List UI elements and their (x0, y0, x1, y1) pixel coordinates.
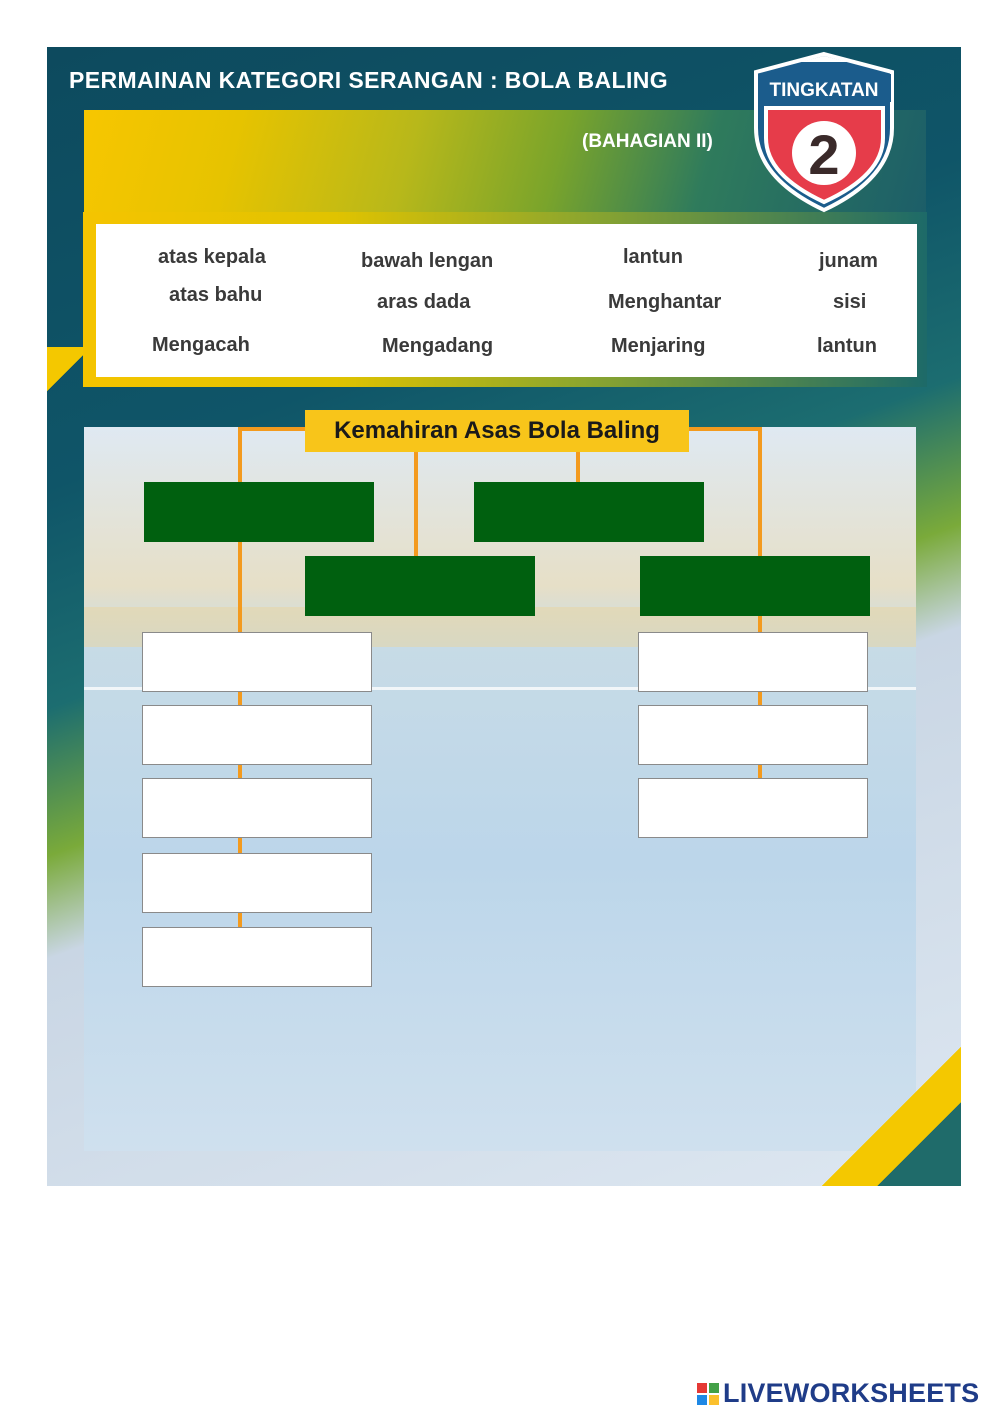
tingkatan-badge (752, 50, 897, 215)
answer-box[interactable] (142, 853, 372, 913)
word-item: lantun (817, 335, 877, 357)
liveworksheets-brand: LIVEWORKSHEETS (723, 1378, 980, 1408)
liveworksheets-icon (697, 1383, 719, 1405)
category-heading-box (474, 482, 704, 542)
answer-box[interactable] (638, 705, 868, 765)
word-item: atas bahu (169, 284, 263, 306)
category-heading-box (144, 482, 374, 542)
worksheet-title: PERMAINAN KATEGORI SERANGAN : BOLA BALING (69, 67, 669, 93)
answer-box[interactable] (638, 778, 868, 838)
liveworksheets-logo (697, 1378, 979, 1409)
word-item: junam (819, 250, 878, 272)
answer-box[interactable] (142, 778, 372, 838)
word-item: sisi (833, 291, 867, 313)
word-item: Menjaring (611, 335, 706, 357)
answer-box[interactable] (142, 927, 372, 987)
badge-number: 2 (808, 123, 840, 186)
worksheet-panel (47, 47, 961, 1186)
word-bank (96, 224, 917, 377)
answer-box[interactable] (142, 632, 372, 692)
word-item: bawah lengan (361, 250, 494, 272)
category-heading-box (305, 556, 535, 616)
word-item: lantun (623, 246, 683, 268)
word-item: atas kepala (158, 246, 266, 268)
word-item: Menghantar (608, 291, 722, 313)
decor-stripe-right (821, 1047, 961, 1186)
word-item: aras dada (377, 291, 471, 313)
category-heading-box (640, 556, 870, 616)
word-item: Mengadang (382, 335, 494, 357)
decor-stripe-left (47, 347, 87, 417)
word-item: Mengacah (152, 334, 250, 356)
answer-box[interactable] (638, 632, 868, 692)
section-part-label: (BAHAGIAN II) (582, 131, 713, 152)
badge-label: TINGKATAN (769, 80, 879, 101)
answer-box[interactable] (142, 705, 372, 765)
diagram-main-label: Kemahiran Asas Bola Baling (305, 410, 689, 452)
word-bank-frame (83, 212, 927, 387)
